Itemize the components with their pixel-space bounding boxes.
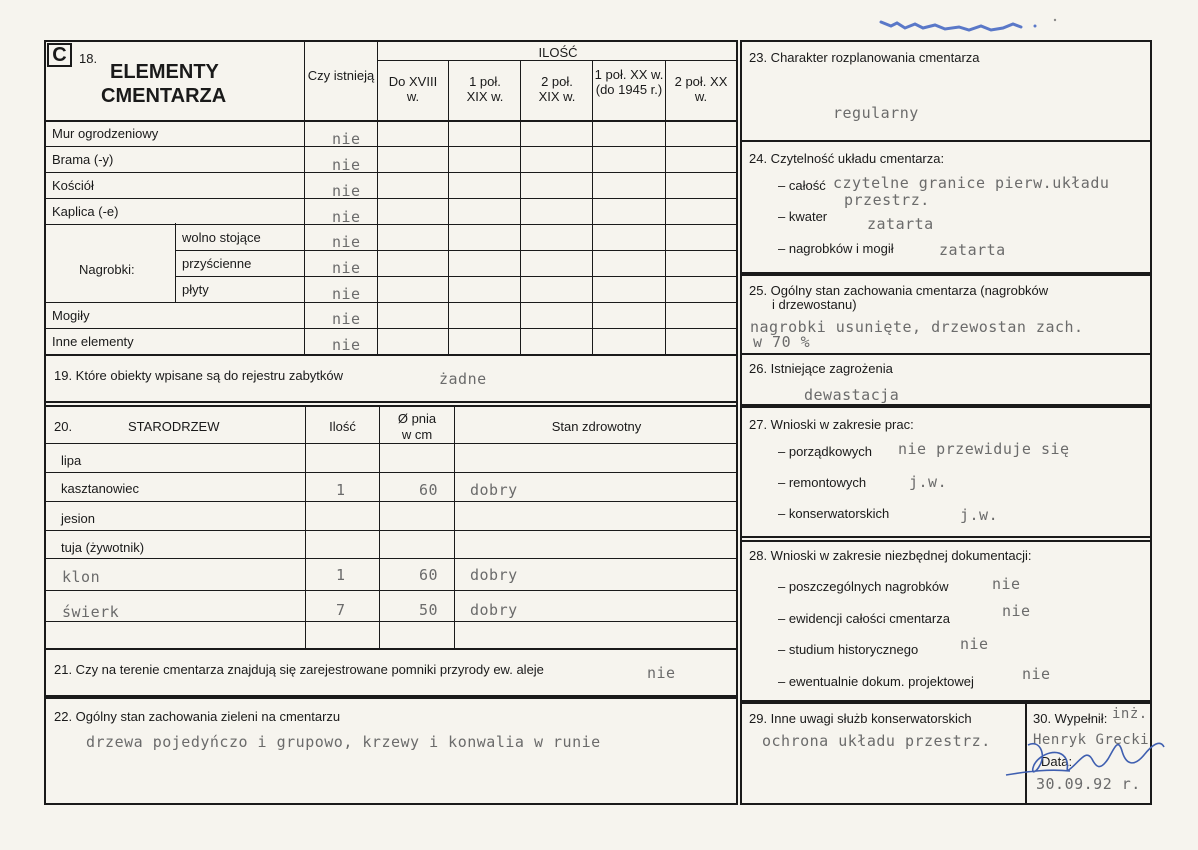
nagrobkow-value: zatarta xyxy=(939,241,1006,259)
section-27-label: 27. Wnioski w zakresie prac: xyxy=(749,417,914,432)
kwater-label: – kwater xyxy=(778,209,828,224)
stamp-mark xyxy=(875,10,1075,40)
tree-stan: dobry xyxy=(470,481,518,499)
element-value: nie xyxy=(332,336,361,354)
tree-name: kasztanowiec xyxy=(61,481,140,496)
dokum-label: – ewidencji całości cmentarza xyxy=(778,611,950,626)
element-value: nie xyxy=(332,156,361,174)
calosc-value-2: przestrz. xyxy=(844,191,930,209)
period-2: 1 poł. XIX w. xyxy=(466,74,504,104)
element-label: Brama (-y) xyxy=(52,152,114,167)
element-label: płyty xyxy=(182,282,209,297)
section-26-value: dewastacja xyxy=(804,386,900,404)
section-29-label: 29. Inne uwagi służb konserwatorskich xyxy=(749,711,972,726)
starodrzew-number: 20. xyxy=(54,419,73,434)
tree-name: tuja (żywotnik) xyxy=(61,540,145,555)
section-26-label: 26. Istniejące zagrożenia xyxy=(749,361,893,376)
tree-name: lipa xyxy=(61,453,82,468)
element-value: nie xyxy=(332,310,361,328)
tree-ilosc: 7 xyxy=(336,601,346,619)
element-label: Mogiły xyxy=(52,308,90,323)
stan-col-header: Stan zdrowotny xyxy=(551,419,642,434)
element-label: Mur ogrodzeniowy xyxy=(52,126,159,141)
tree-name-typed: świerk xyxy=(62,603,120,621)
period-1: Do XVIII w. xyxy=(388,74,438,104)
element-value: nie xyxy=(332,259,361,277)
element-label: Kościół xyxy=(52,178,94,193)
element-value: nie xyxy=(332,208,361,226)
ilosc-col-header: Ilość xyxy=(329,419,356,434)
element-value: nie xyxy=(332,285,361,303)
section-25-value-1: nagrobki usunięte, drzewostan zach. xyxy=(750,318,1084,336)
section-30-name: Henryk Grecki xyxy=(1033,732,1150,748)
section-21-value: nie xyxy=(647,664,676,682)
elements-title-1: ELEMENTY xyxy=(110,61,219,83)
czy-istnieja-header: Czy istnieją xyxy=(307,68,375,83)
element-label: Inne elementy xyxy=(52,334,134,349)
dokum-value: nie xyxy=(992,575,1021,593)
ilosc-header: ILOŚĆ xyxy=(538,45,578,60)
tree-name: jesion xyxy=(61,511,95,526)
pnia-col-header-1: Ø pnia xyxy=(397,411,437,426)
prace-value: nie przewiduje się xyxy=(898,440,1070,458)
nagrobki-label: Nagrobki: xyxy=(79,262,135,277)
section-21-label: 21. Czy na terenie cmentarza znajdują się zarejestrowane pomniki przyrody ew. aleje xyxy=(54,662,544,677)
tree-pnia: 60 xyxy=(419,481,439,499)
tree-name-typed: klon xyxy=(62,568,101,586)
section-28-label: 28. Wnioski w zakresie niezbędnej dokumentacji: xyxy=(749,548,1032,563)
period-3: 2 poł. XIX w. xyxy=(538,74,576,104)
dokum-label: – poszczególnych nagrobków xyxy=(778,579,949,594)
section-25-label-2: i drzewostanu) xyxy=(772,297,857,312)
dokum-value: nie xyxy=(960,635,989,653)
dokum-value: nie xyxy=(1002,602,1031,620)
starodrzew-title: STARODRZEW xyxy=(128,419,220,434)
prace-label: – remontowych xyxy=(778,475,867,490)
signature-mark xyxy=(1000,725,1170,785)
calosc-label: – całość xyxy=(778,178,826,193)
section-19-label: 19. Które obiekty wpisane są do rejestru zabytków xyxy=(54,368,344,383)
section-letter: C xyxy=(52,44,67,66)
section-30-label: 30. Wypełnił: xyxy=(1033,711,1108,726)
prace-value: j.w. xyxy=(960,506,999,524)
pnia-col-header-2: w cm xyxy=(401,427,433,442)
tree-stan: dobry xyxy=(470,601,518,619)
period-5: 2 poł. XX w. xyxy=(674,74,728,104)
prace-label: – porządkowych xyxy=(778,444,872,459)
section-30-date: 30.09.92 r. xyxy=(1036,775,1141,793)
calosc-value-1: czytelne granice pierw.układu xyxy=(833,174,1110,192)
section-30-date-label: Data: xyxy=(1041,754,1073,769)
section-23-label: 23. Charakter rozplanowania cmentarza xyxy=(749,50,980,65)
section-30-title: inż. xyxy=(1112,706,1148,722)
element-value: nie xyxy=(332,233,361,251)
elements-title-2: CMENTARZA xyxy=(101,85,227,107)
section-29-value: ochrona układu przestrz. xyxy=(762,732,991,750)
dokum-label: – ewentualnie dokum. projektowej xyxy=(778,674,974,689)
tree-pnia: 50 xyxy=(419,601,439,619)
element-label: Kaplica (-e) xyxy=(52,204,119,219)
nagrobkow-label: – nagrobków i mogił xyxy=(778,241,894,256)
kwater-value: zatarta xyxy=(867,215,934,233)
section-22-label: 22. Ogólny stan zachowania zieleni na cmentarzu xyxy=(54,709,341,724)
section-22-value: drzewa pojedyńczo i grupowo, krzewy i konwalia w runie xyxy=(86,733,601,751)
dokum-label: – studium historycznego xyxy=(778,642,919,657)
element-value: nie xyxy=(332,182,361,200)
tree-pnia: 60 xyxy=(419,566,439,584)
tree-ilosc: 1 xyxy=(336,566,346,584)
section-25-value-2: w 70 % xyxy=(753,333,811,351)
section-19-value: żadne xyxy=(439,370,487,388)
element-value: nie xyxy=(332,130,361,148)
dokum-value: nie xyxy=(1022,665,1051,683)
tree-stan: dobry xyxy=(470,566,518,584)
element-label: przyścienne xyxy=(182,256,252,271)
section-25-label-1: 25. Ogólny stan zachowania cmentarza (nagrobków xyxy=(749,283,1049,298)
section-23-value: regularny xyxy=(833,104,919,122)
tree-ilosc: 1 xyxy=(336,481,346,499)
prace-label: – konserwatorskich xyxy=(778,506,890,521)
section-number: 18. xyxy=(79,51,98,66)
element-label: wolno stojące xyxy=(182,230,261,245)
prace-value: j.w. xyxy=(909,473,948,491)
section-24-label: 24. Czytelność układu cmentarza: xyxy=(749,151,945,166)
period-4: 1 poł. XX w. (do 1945 r.) xyxy=(594,67,664,97)
